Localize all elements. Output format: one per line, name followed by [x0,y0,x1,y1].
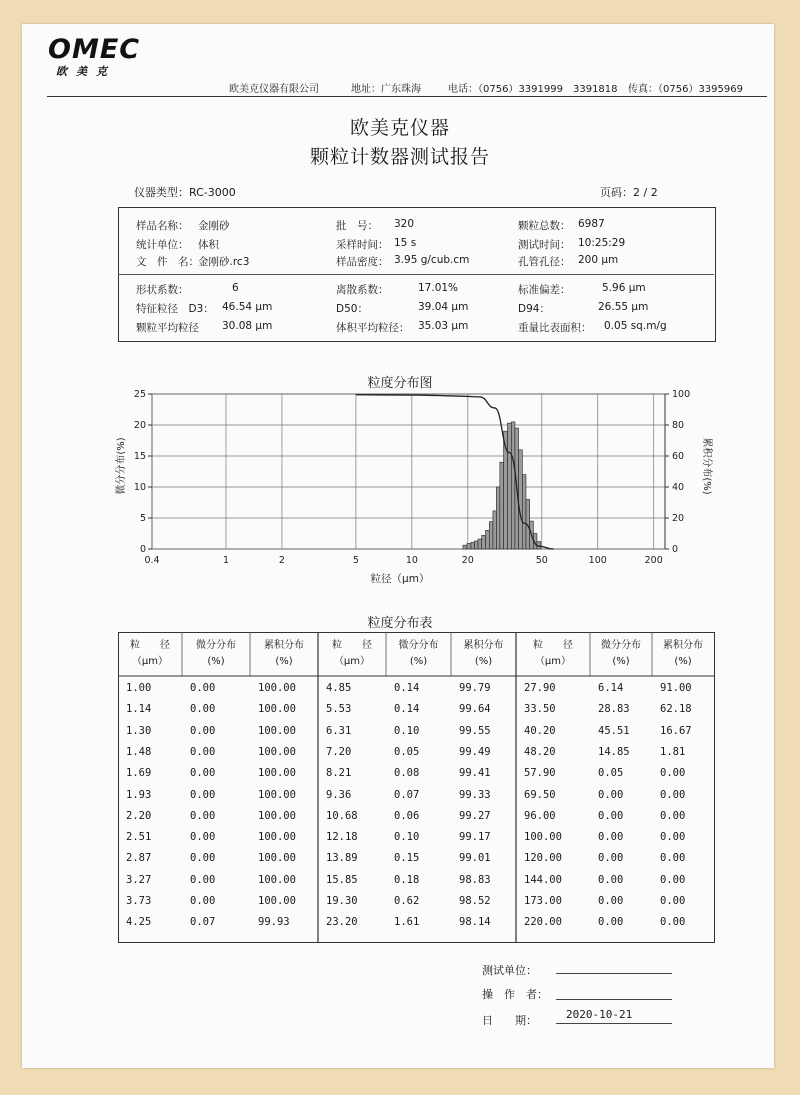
table-cell: 6.31 [326,724,352,737]
table-cell: 91.00 [660,682,692,694]
differential-bar [493,511,496,549]
table-cell: 99.41 [459,767,491,780]
table-cell: 99.17 [459,831,491,844]
header-unit: (%) [674,656,692,667]
date-line [556,1023,672,1024]
y-right-tick-label: 60 [672,451,685,462]
table-cell: 0.00 [190,745,216,758]
y-left-tick-label: 0 [139,544,146,555]
header-title: 微分分布 [398,640,439,651]
table-cell: 13.89 [326,852,358,865]
y-right-tick-label: 20 [672,513,685,524]
table-cell: 0.00 [190,852,216,865]
table-cell: 5.53 [326,703,352,716]
table-cell: 1.14 [126,703,152,716]
table-header-cell [451,638,516,670]
table-cell: 15.85 [326,873,358,886]
info-value: 体积 [198,239,219,251]
table-cell: 0.00 [190,767,216,780]
info-value: 金刚砂.rc3 [198,256,250,268]
table-cell: 48.20 [524,745,556,758]
differential-bar [489,522,493,549]
differential-bar [485,530,489,549]
chart-grid [152,394,665,549]
table-cell: 40.20 [524,724,556,737]
differential-bar [467,543,471,549]
test-unit-label: 测试单位： [482,964,537,977]
stat-value: 0.05 sq.m/g [604,320,667,332]
differential-bar [519,450,523,549]
table-cell: 100.00 [258,703,296,716]
header-title: 微分分布 [196,640,236,651]
stat-value: 17.01% [418,282,459,294]
table-title: 粒度分布表 [367,616,433,631]
stat-label: 形状系数： [136,284,189,296]
table-cell: 0.00 [598,895,624,907]
table-cell: 144.00 [524,873,562,886]
table-cell: 14.85 [598,745,630,758]
table-cell: 0.10 [394,724,420,737]
table-cell: 0.14 [394,682,420,694]
stat-label: 颗粒平均粒径 [136,322,199,334]
company-phone: 电话：（0756）3391999 3391818 [448,84,618,95]
info-value: 320 [394,218,415,230]
table-cell: 0.05 [394,745,420,758]
table-cell: 100.00 [258,831,296,844]
x-axis-label: 粒径（μm） [370,573,430,585]
y-right-tick-label: 80 [672,420,685,431]
header-unit: (%) [474,656,493,667]
table-cell: 0.00 [598,873,624,886]
table-cell: 1.81 [660,745,686,758]
table-cell: 0.00 [190,809,216,822]
y-right-tick-label: 0 [672,544,679,555]
header-unit: （μm） [534,656,572,667]
x-tick-label: 5 [352,555,359,566]
date-value: 2020-10-21 [566,1008,633,1021]
table-header-cell [318,638,386,670]
table-cell: 100.00 [258,809,296,822]
table-cell: 100.00 [258,724,296,737]
table-cell: 0.07 [190,916,216,929]
y-axis-left-label: 微分分布(%) [116,437,127,495]
table-cell: 0.00 [598,852,624,865]
header-unit: (%) [612,656,630,667]
info-label: 批 号： [336,220,378,232]
table-cell: 0.00 [660,788,686,801]
info-label: 统计单位： [136,239,189,251]
particle-size-distribution-chart [110,384,710,584]
info-value: 3.95 g/cub.cm [394,254,470,266]
y-left-tick-label: 10 [133,482,146,493]
table-cell: 100.00 [258,682,296,694]
table-cell: 0.00 [660,916,686,929]
info-label: 样品名称： [136,220,189,232]
table-header-cell [118,638,182,670]
table-cell: 120.00 [524,852,562,865]
header-title: 累积分布 [463,640,504,651]
table-cell: 0.05 [598,767,624,780]
table-cell: 98.52 [459,895,491,907]
table-cell: 16.67 [660,724,692,737]
table-cell: 100.00 [524,831,562,844]
table-cell: 0.00 [190,831,216,844]
y-left-tick-label: 25 [133,389,146,400]
x-tick-label: 200 [644,555,663,566]
stat-label: 特征粒径 D3： [136,303,214,315]
table-cell: 1.48 [126,745,152,758]
y-right-tick-label: 100 [672,389,691,400]
company-name: 欧美克仪器有限公司 [229,84,319,95]
table-cell: 10.68 [326,809,358,822]
stat-label: D94： [518,303,550,315]
y-left-tick-label: 20 [133,420,146,431]
table-cell: 220.00 [524,916,562,929]
table-cell: 57.90 [524,767,556,780]
info-value: 金刚砂 [198,220,230,232]
table-cell: 100.00 [258,873,296,886]
table-cell: 98.83 [459,873,491,886]
info-value: 200 μm [578,254,619,266]
table-cell: 99.33 [459,788,491,801]
logo-wordmark: OMEC [48,34,141,65]
table-cell: 7.20 [326,745,352,758]
operator-line [556,999,672,1000]
differential-bar [478,539,482,549]
table-cell: 100.00 [258,767,296,780]
y-axis-right-label: 累积分布(%) [701,437,712,495]
differential-bar [471,542,475,549]
table-cell: 0.00 [660,809,686,822]
stat-value: 35.03 μm [418,320,469,332]
table-cell: 99.55 [459,724,491,737]
table-header-cell [652,638,714,670]
info-label: 样品密度： [336,256,389,268]
header-title: 累积分布 [264,640,304,651]
table-cell: 0.00 [660,767,686,780]
x-tick-label: 10 [405,555,418,566]
table-cell: 62.18 [660,703,692,716]
table-cell: 12.18 [326,831,358,844]
header-unit: （μm） [333,656,371,667]
report-title-company: 欧美克仪器 [349,117,450,139]
table-cell: 1.00 [126,682,152,694]
table-cell: 23.20 [326,916,358,929]
table-header-cell [386,638,451,670]
table-cell: 99.27 [459,809,491,822]
y-left-tick-label: 5 [139,513,146,524]
stat-label: 重量比表面积： [518,322,592,334]
table-cell: 0.00 [660,895,686,907]
table-cell: 2.51 [126,831,152,844]
table-cell: 9.36 [326,788,352,801]
stat-value: 39.04 μm [418,301,469,313]
x-tick-label: 2 [278,555,285,566]
company-fax: 传真：（0756）3395969 [628,84,743,95]
differential-bar [482,535,486,549]
table-cell: 100.00 [258,852,296,865]
x-tick-label: 50 [535,555,548,566]
x-tick-label: 0.4 [144,555,160,566]
table-cell: 0.00 [190,703,216,716]
table-cell: 4.25 [126,916,152,929]
header-rule [47,96,767,97]
table-cell: 0.00 [190,682,216,694]
table-cell: 96.00 [524,809,556,822]
header-title: 微分分布 [601,640,641,651]
logo-chinese: 欧美克 [56,65,116,78]
info-label: 文 件 名： [136,256,199,268]
x-tick-label: 1 [222,555,229,566]
table-cell: 0.00 [598,916,624,929]
differential-bar [511,422,515,549]
table-header-cell [182,638,250,670]
differential-bar [500,462,504,549]
header-unit: (%) [409,656,428,667]
info-label: 测试时间： [518,239,571,251]
table-cell: 0.00 [598,788,624,801]
table-cell: 0.08 [394,767,420,780]
table-cell: 69.50 [524,788,556,801]
stat-label: 标准偏差： [518,284,571,296]
table-cell: 1.30 [126,724,152,737]
differential-bar [507,423,511,549]
table-cell: 0.14 [394,703,420,716]
info-value: 6987 [578,218,605,230]
chart-title: 粒度分布图 [367,376,433,391]
table-cell: 0.06 [394,809,420,822]
table-cell: 6.14 [598,682,624,694]
table-cell: 4.85 [326,682,352,694]
table-cell: 100.00 [258,895,296,907]
header-title: 累积分布 [663,640,703,651]
table-cell: 99.01 [459,852,491,865]
table-header-cell [516,638,590,670]
stat-value: 46.54 μm [222,301,273,313]
table-cell: 0.00 [660,873,686,886]
differential-bar [522,475,526,549]
info-value: 10:25:29 [578,237,626,249]
header-unit: （μm） [131,656,169,667]
header-title: 粒 径 [130,640,170,651]
table-cell: 0.00 [598,809,624,822]
table-cell: 99.93 [258,916,290,929]
table-cell: 99.49 [459,745,491,758]
table-cell: 1.93 [126,788,152,801]
header-unit: (%) [275,656,293,667]
table-cell: 27.90 [524,682,556,694]
table-header-cell [250,638,318,670]
table-cell: 99.79 [459,682,491,694]
differential-bar [496,487,499,549]
info-label: 颗粒总数： [518,220,571,232]
table-cell: 3.27 [126,873,152,886]
table-cell: 0.10 [394,831,420,844]
table-cell: 99.64 [459,703,491,716]
test-unit-line [556,973,672,974]
instrument-type: 仪器类型：RC-3000 [134,186,236,199]
stat-value: 26.55 μm [598,301,649,313]
y-left-tick-label: 15 [133,451,146,462]
table-cell: 0.00 [190,724,216,737]
table-cell: 0.00 [190,788,216,801]
company-address: 地址：广东珠海 [351,84,421,95]
stat-label: D50： [336,303,368,315]
table-cell: 2.20 [126,809,152,822]
table-cell: 0.62 [394,895,420,907]
table-cell: 0.00 [190,895,216,907]
stat-label: 离散系数： [336,284,389,296]
x-tick-label: 100 [588,555,607,566]
y-right-tick-label: 40 [672,482,685,493]
table-cell: 2.87 [126,852,152,865]
info-separator [118,274,714,275]
table-cell: 1.69 [126,767,152,780]
stat-label: 体积平均粒径： [336,322,410,334]
operator-label: 操 作 者： [482,988,548,1001]
date-label: 日 期： [482,1014,537,1027]
header-title: 粒 径 [332,640,372,651]
table-cell: 0.00 [190,873,216,886]
table-cell: 0.18 [394,873,420,886]
report-title: 颗粒计数器测试报告 [309,146,490,168]
table-cell: 8.21 [326,767,352,780]
table-cell: 28.83 [598,703,630,716]
table-header-cell [590,638,652,670]
table-cell: 1.61 [394,916,420,929]
table-cell: 3.73 [126,895,152,907]
table-cell: 0.00 [660,852,686,865]
info-label: 孔管孔径： [518,256,571,268]
differential-bar [475,541,478,549]
x-tick-label: 20 [461,555,474,566]
table-cell: 19.30 [326,895,358,907]
stat-value: 5.96 μm [602,282,646,294]
table-cell: 173.00 [524,895,562,907]
stat-value: 6 [232,282,239,294]
table-cell: 100.00 [258,788,296,801]
table-cell: 0.00 [598,831,624,844]
table-cell: 100.00 [258,745,296,758]
omec-logo [48,34,180,78]
info-value: 15 s [394,237,417,249]
header-unit: (%) [207,656,225,667]
stat-value: 30.08 μm [222,320,273,332]
plot-frame [152,394,665,549]
table-cell: 45.51 [598,724,630,737]
table-cell: 0.00 [660,831,686,844]
header-title: 粒 径 [533,640,573,651]
table-cell: 98.14 [459,916,491,929]
table-cell: 0.07 [394,788,420,801]
table-cell: 0.15 [394,852,420,865]
info-label: 采样时间： [336,239,389,251]
differential-bar [463,545,467,549]
page-number: 页码：2 / 2 [600,186,658,199]
table-cell: 33.50 [524,703,556,716]
